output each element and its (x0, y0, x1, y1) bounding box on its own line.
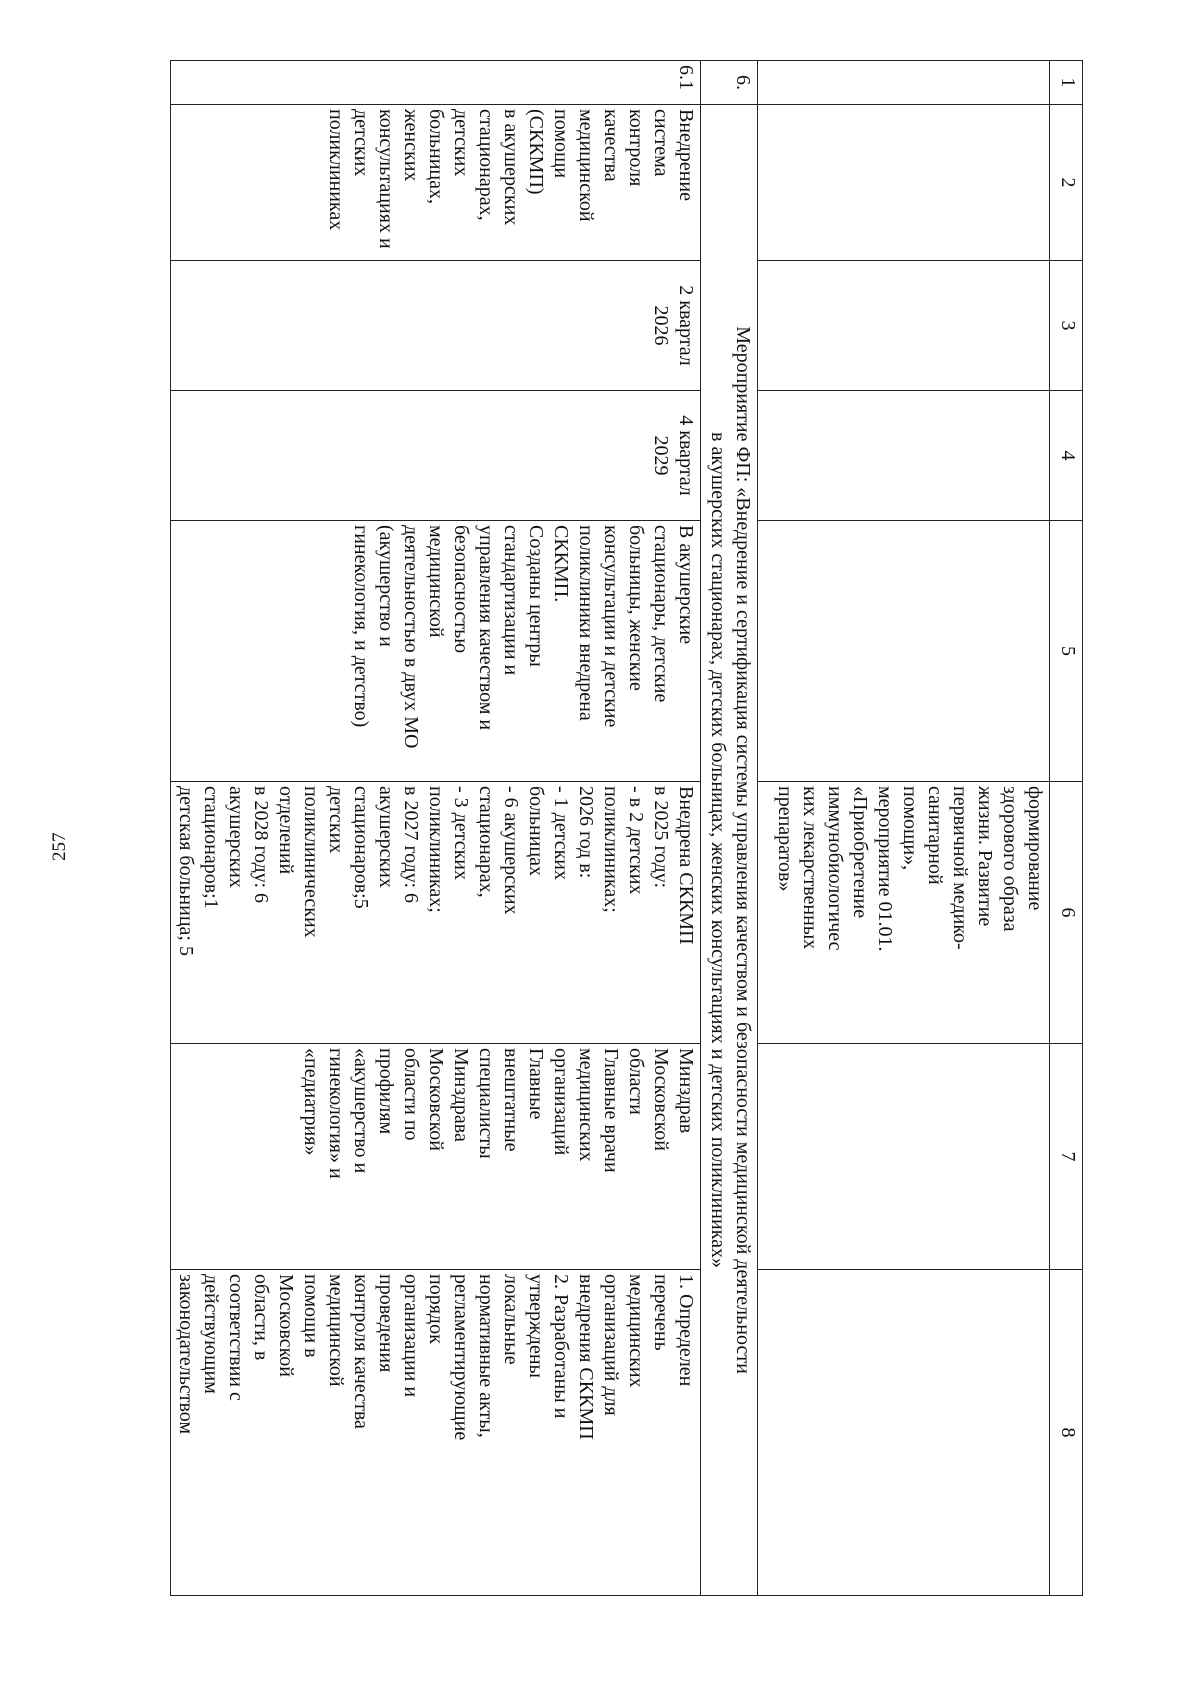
continuation-cell: формирование здорового образа жизни. Развитие первичной медико- санитарной помощи», мероприятие 01.01. «Приобретение иммунобиологичес ких лекарственных препаратов» (758, 782, 1050, 1044)
column-number: 5 (1050, 521, 1083, 782)
row-name: Внедрение система контроля качества медицинской помощи (СККМП) в акушерских стационарах, детских больницах, женских консультациях и детских поликлиниках (171, 105, 701, 261)
section-title: Мероприятие ФП: «Внедрение и сертификация системы управления качеством и безопасности медицинской деятельности в акушерских стационарах, детских больницах, женских консультациях и детских поликлиниках» (701, 105, 758, 1596)
section-row (701, 61, 758, 1596)
column-number: 6 (1050, 782, 1083, 1044)
column-number: 4 (1050, 391, 1083, 521)
row-outcome: 1. Определен перечень медицинских организаций для внедрения СККМП 2. Разработаны и утверждены локальные нормативные акты, регламентирующие порядок организации и проведения контроля качества медицинской помощи в Московской области, в соответствии с действующим законодательством (171, 1270, 701, 1596)
column-number: 3 (1050, 261, 1083, 391)
column-number: 2 (1050, 105, 1083, 261)
row-result: В акушерские стационары, детские больницы, женские консультации и детские поликлиники внедрена СККМП. Созданы центры стандартизации и управления качеством и безопасностью медицинской деятельностью в двух МО (акушерство и гинекология, и детство) (171, 521, 701, 782)
row-end: 4 квартал 2029 (171, 391, 701, 521)
page-number: 257 (49, 832, 70, 861)
continuation-row (758, 61, 1050, 1596)
column-number: 8 (1050, 1270, 1083, 1596)
rotated-table-container (108, 60, 1083, 1595)
column-number: 7 (1050, 1044, 1083, 1270)
row-details: Внедрена СККМП в 2025 году: - в 2 детских поликлиниках; 2026 год в: - 1 детских больницах - 6 акушерских стационарах, - 3 детских поликлиниках; в 2027 году: 6 акушерских стационаров;5 детских поликлинических отделений в 2028 году: 6 акушерских стационаров;1 детская больница; 5 (171, 782, 701, 1044)
row-responsible: Минздрав Московской области Главные врачи медицинских организаций Главные внештатные специалисты Минздрава Московской области по профилям «акушерство и гинекология» и «педиатрия» (171, 1044, 701, 1270)
column-number-row (1050, 61, 1083, 1596)
row-number: 6.1 (171, 61, 701, 105)
table-row (171, 61, 701, 1596)
section-number: 6. (701, 61, 758, 105)
column-number: 1 (1050, 61, 1083, 105)
program-table (170, 60, 1083, 1596)
row-start: 2 квартал 2026 (171, 261, 701, 391)
